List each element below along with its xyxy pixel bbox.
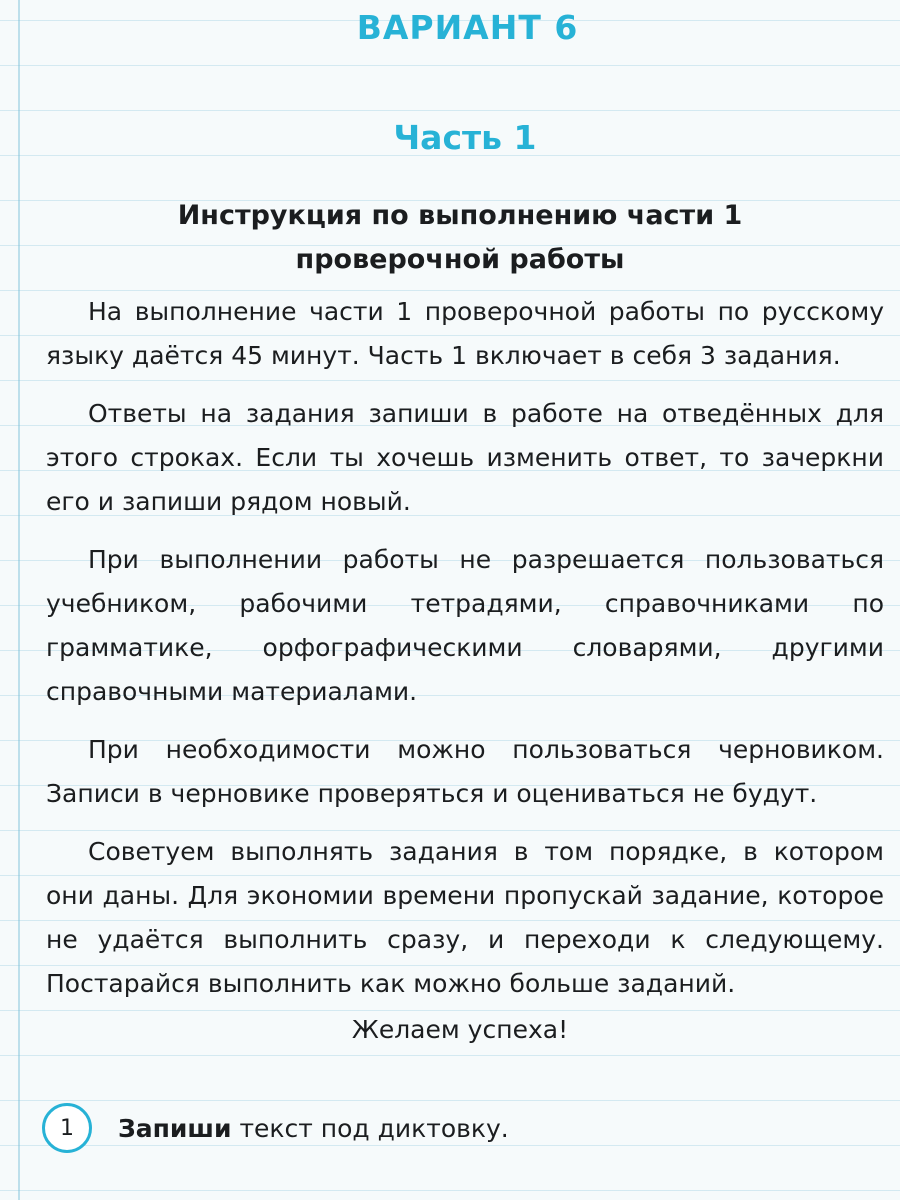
task-text — [118, 1114, 509, 1143]
instructions-title — [100, 194, 820, 282]
instructions-body — [46, 290, 884, 1020]
part-title: Часть 1 — [393, 118, 537, 157]
task-verb: Запиши — [118, 1113, 232, 1143]
instruction-paragraph-restrictions: При выполнении работы не разрешается пользоваться учебником, рабочими тетрадями, справочниками по грамматике, орфографическими словарями, другими справочными материалами. — [46, 545, 884, 706]
instruction-paragraph-answers: Ответы на задания запиши в работе на отведённых для этого строках. Если ты хочешь изменить ответ, то зачеркни его и запиши рядом новый. — [46, 399, 884, 516]
task-1 — [42, 1103, 509, 1153]
instructions-title-line-2: проверочной работы — [295, 244, 625, 275]
closing-wish: Желаем успеха! — [351, 1015, 569, 1044]
variant-title: ВАРИАНТ 6 — [356, 8, 579, 47]
instructions-title-line-1: Инструкция по выполнению части 1 — [177, 200, 743, 231]
instruction-paragraph-time: На выполнение части 1 проверочной работы по русскому языку даётся 45 минут. Часть 1 включает в себя 3 задания. — [46, 297, 884, 370]
instruction-paragraph-advice: Советуем выполнять задания в том порядке, в котором они даны. Для экономии времени пропускай задание, которое не удаётся выполнить сразу, и переходи к следующему. Постарайся выполнить как можно больше заданий. — [46, 837, 884, 998]
instruction-paragraph-draft: При необходимости можно пользоваться черновиком. Записи в черновике проверяться и оцениваться не будут. — [46, 735, 884, 808]
task-description: текст под диктовку. — [239, 1113, 509, 1143]
task-number-badge: 1 — [42, 1103, 92, 1153]
